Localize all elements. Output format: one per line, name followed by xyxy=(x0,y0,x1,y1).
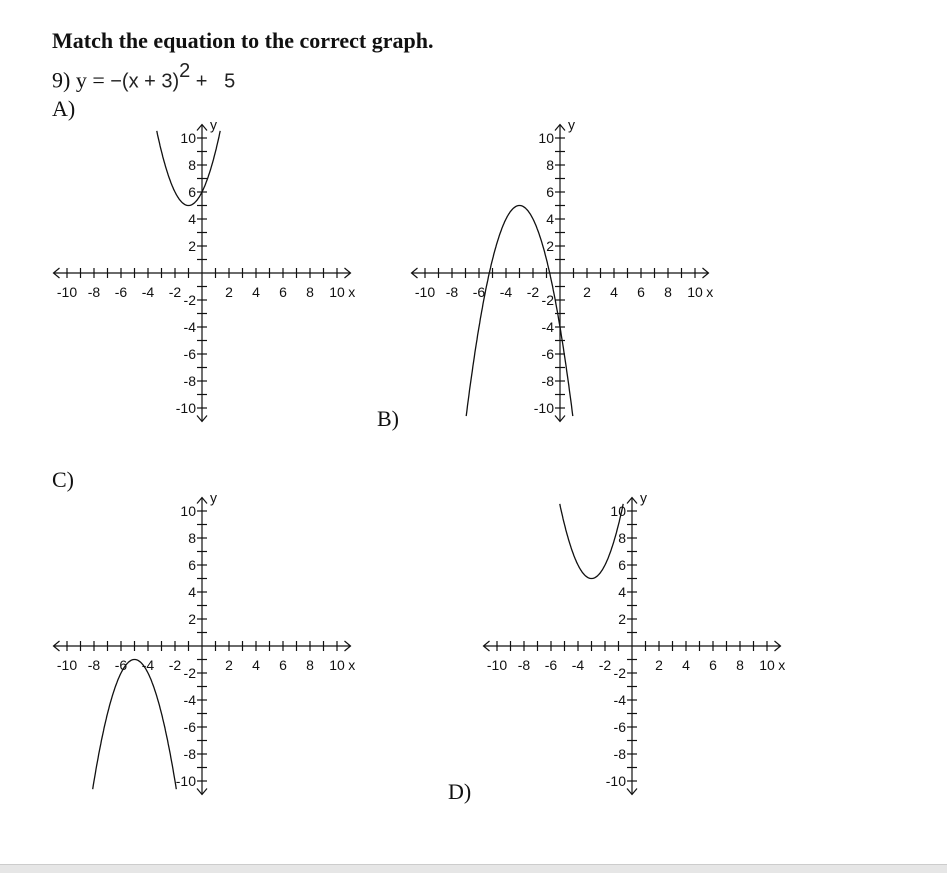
y-tick-label: -2 xyxy=(183,292,196,308)
y-tick-label: 8 xyxy=(546,157,554,173)
x-tick-label: 8 xyxy=(664,284,672,300)
question-lhs: y = xyxy=(75,67,105,93)
y-tick-label: -2 xyxy=(541,292,554,308)
y-tick-label: 10 xyxy=(610,503,626,519)
x-axis-right-arrow xyxy=(345,268,351,278)
y-axis-label: y xyxy=(210,489,217,506)
x-tick-label: -2 xyxy=(168,284,182,300)
x-tick-label: -2 xyxy=(598,657,612,673)
y-axis-bottom-arrow xyxy=(627,789,637,795)
x-tick-label: -8 xyxy=(445,284,459,300)
y-axis-top-arrow xyxy=(627,498,637,504)
y-axis-bottom-arrow xyxy=(197,789,207,795)
x-tick-label: 4 xyxy=(610,284,618,300)
x-tick-label: -4 xyxy=(141,284,155,300)
x-axis-left-arrow xyxy=(412,268,418,278)
x-axis-label: x xyxy=(706,284,714,300)
y-axis-label: y xyxy=(210,116,217,133)
x-tick-label: -6 xyxy=(114,284,128,300)
x-axis-right-arrow xyxy=(345,641,351,651)
y-tick-label: 8 xyxy=(618,530,626,546)
y-tick-label: -8 xyxy=(541,373,554,389)
x-axis-right-arrow xyxy=(775,641,781,651)
y-tick-label: -10 xyxy=(175,400,196,416)
equation-exponent: 2 xyxy=(179,60,191,82)
option-d-label: D) xyxy=(448,779,472,804)
y-tick-label: 4 xyxy=(546,211,554,227)
y-axis-top-arrow xyxy=(197,498,207,504)
x-tick-label: -4 xyxy=(571,657,585,673)
x-tick-label: -6 xyxy=(472,284,486,300)
y-tick-label: -2 xyxy=(183,665,196,681)
y-tick-label: 6 xyxy=(188,184,196,200)
y-tick-label: 2 xyxy=(618,611,626,627)
y-tick-label: 10 xyxy=(180,130,196,146)
x-tick-label: -6 xyxy=(114,657,128,673)
x-tick-label: 4 xyxy=(682,657,690,673)
x-tick-label: 10 xyxy=(687,284,703,300)
y-tick-label: 2 xyxy=(188,238,196,254)
x-axis-left-arrow xyxy=(484,641,490,651)
y-tick-label: 10 xyxy=(180,503,196,519)
y-tick-label: -4 xyxy=(183,319,196,335)
x-tick-label: -2 xyxy=(168,657,182,673)
parabola-curve xyxy=(560,504,623,579)
x-tick-label: -10 xyxy=(414,284,436,300)
option-c-label: C) xyxy=(52,467,74,492)
x-tick-label: 6 xyxy=(279,284,287,300)
y-tick-label: 2 xyxy=(546,238,554,254)
y-tick-label: 4 xyxy=(188,211,196,227)
x-axis-left-arrow xyxy=(54,268,60,278)
x-tick-label: 6 xyxy=(279,657,287,673)
parabola-curve xyxy=(93,660,177,790)
x-axis-right-arrow xyxy=(703,268,709,278)
y-tick-label: 6 xyxy=(618,557,626,573)
y-axis-top-arrow xyxy=(555,125,565,131)
x-tick-label: -10 xyxy=(56,657,78,673)
y-tick-label: 2 xyxy=(188,611,196,627)
x-tick-label: 10 xyxy=(329,284,345,300)
y-tick-label: 8 xyxy=(188,530,196,546)
y-tick-label: -6 xyxy=(183,719,196,735)
y-tick-label: -6 xyxy=(613,719,626,735)
y-tick-label: -8 xyxy=(613,746,626,762)
question-number: 9) xyxy=(52,67,71,93)
x-axis-label: x xyxy=(348,284,356,300)
x-tick-label: 8 xyxy=(306,284,314,300)
x-tick-label: 2 xyxy=(583,284,591,300)
x-tick-label: 6 xyxy=(637,284,645,300)
x-tick-label: -8 xyxy=(87,657,101,673)
x-tick-label: 10 xyxy=(329,657,345,673)
x-tick-label: 2 xyxy=(655,657,663,673)
x-tick-label: 2 xyxy=(225,284,233,300)
instructions-heading: Match the equation to the correct graph. xyxy=(52,28,434,53)
y-tick-label: 4 xyxy=(618,584,626,600)
x-tick-label: 8 xyxy=(306,657,314,673)
y-tick-label: -6 xyxy=(183,346,196,362)
x-tick-label: -8 xyxy=(517,657,531,673)
x-axis-label: x xyxy=(778,657,786,673)
y-axis-label: y xyxy=(568,116,575,133)
y-tick-label: 8 xyxy=(188,157,196,173)
y-tick-label: -8 xyxy=(183,746,196,762)
option-a-label: A) xyxy=(52,96,76,121)
x-tick-label: 8 xyxy=(736,657,744,673)
option-b-label: B) xyxy=(377,406,399,431)
y-tick-label: -4 xyxy=(183,692,196,708)
x-tick-label: -2 xyxy=(526,284,540,300)
equation-tail: + 5 xyxy=(195,70,236,93)
x-tick-label: -8 xyxy=(87,284,101,300)
parabola-curve xyxy=(466,206,573,417)
y-tick-label: 4 xyxy=(188,584,196,600)
y-tick-label: -8 xyxy=(183,373,196,389)
x-tick-label: 10 xyxy=(759,657,775,673)
y-axis-bottom-arrow xyxy=(197,416,207,422)
x-tick-label: 4 xyxy=(252,657,260,673)
y-tick-label: -10 xyxy=(605,773,626,789)
y-axis-top-arrow xyxy=(197,125,207,131)
y-axis-bottom-arrow xyxy=(555,416,565,422)
y-tick-label: -10 xyxy=(175,773,196,789)
y-tick-label: -10 xyxy=(533,400,554,416)
y-tick-label: 6 xyxy=(188,557,196,573)
x-tick-label: 4 xyxy=(252,284,260,300)
y-tick-label: -2 xyxy=(613,665,626,681)
x-tick-label: -4 xyxy=(499,284,513,300)
equation-body: −(x + 3) xyxy=(110,70,180,93)
x-tick-label: -10 xyxy=(56,284,78,300)
y-tick-label: 6 xyxy=(546,184,554,200)
x-tick-label: 6 xyxy=(709,657,717,673)
y-tick-label: -6 xyxy=(541,346,554,362)
x-axis-label: x xyxy=(348,657,356,673)
y-tick-label: -4 xyxy=(613,692,626,708)
x-tick-label: -4 xyxy=(141,657,155,673)
x-tick-label: 2 xyxy=(225,657,233,673)
y-tick-label: -4 xyxy=(541,319,554,335)
x-axis-left-arrow xyxy=(54,641,60,651)
parabola-curve xyxy=(157,131,220,206)
question-equation xyxy=(52,62,235,93)
x-tick-label: -10 xyxy=(486,657,508,673)
y-tick-label: 10 xyxy=(538,130,554,146)
y-axis-label: y xyxy=(640,489,647,506)
x-tick-label: -6 xyxy=(544,657,558,673)
